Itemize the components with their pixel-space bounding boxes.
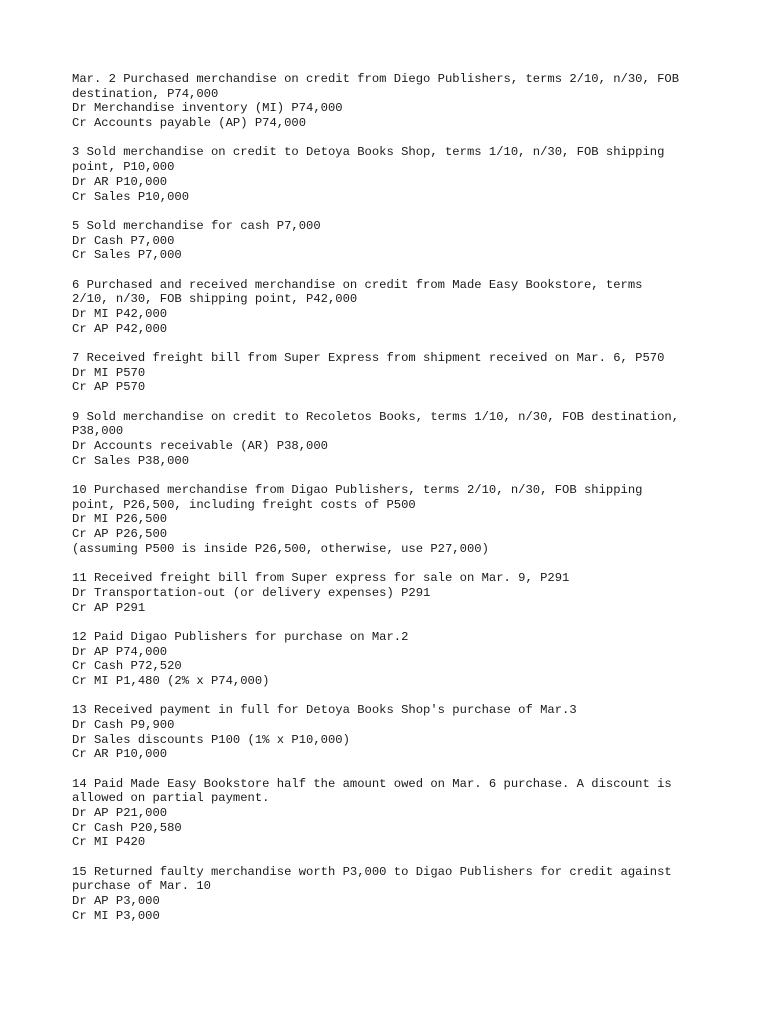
credit-line: Cr MI P1,480 (2% x P74,000) bbox=[72, 673, 270, 688]
journal-entry-mar-9 bbox=[72, 410, 712, 469]
entry-description: 3 Sold merchandise on credit to Detoya Books Shop, terms 1/10, n/30, FOB shipping bbox=[72, 145, 665, 160]
credit-line: Cr Cash P72,520 bbox=[72, 659, 182, 674]
debit-line: Dr Sales discounts P100 (1% x P10,000) bbox=[72, 732, 350, 747]
entry-description: 15 Returned faulty merchandise worth P3,000 to Digao Publishers for credit against bbox=[72, 864, 672, 879]
entry-description: 10 Purchased merchandise from Digao Publishers, terms 2/10, n/30, FOB shipping bbox=[72, 483, 643, 498]
journal-entry-mar-13 bbox=[72, 703, 712, 762]
debit-line: Dr AR P10,000 bbox=[72, 174, 168, 189]
credit-line: Cr MI P420 bbox=[72, 835, 146, 850]
entry-description: P38,000 bbox=[72, 424, 124, 439]
entry-description: 9 Sold merchandise on credit to Recoletos Books, terms 1/10, n/30, FOB destination, bbox=[72, 409, 680, 424]
entry-description: allowed on partial payment. bbox=[72, 791, 270, 806]
entry-description: 14 Paid Made Easy Bookstore half the amount owed on Mar. 6 purchase. A discount is bbox=[72, 776, 672, 791]
debit-line: Dr AP P21,000 bbox=[72, 806, 168, 821]
entry-note: (assuming P500 is inside P26,500, otherwise, use P27,000) bbox=[72, 541, 489, 556]
credit-line: Cr AP P570 bbox=[72, 380, 146, 395]
journal-entry-mar-2 bbox=[72, 72, 712, 131]
debit-line: Dr MI P26,500 bbox=[72, 512, 168, 527]
debit-line: Dr Cash P9,900 bbox=[72, 717, 175, 732]
entry-description: 6 Purchased and received merchandise on credit from Made Easy Bookstore, terms bbox=[72, 277, 643, 292]
journal-entry-mar-7 bbox=[72, 351, 712, 395]
credit-line: Cr AP P291 bbox=[72, 600, 146, 615]
entry-description: purchase of Mar. 10 bbox=[72, 879, 211, 894]
debit-line: Dr Accounts receivable (AR) P38,000 bbox=[72, 439, 328, 454]
entry-description: Mar. 2 Purchased merchandise on credit from Diego Publishers, terms 2/10, n/30, FOB bbox=[72, 72, 680, 86]
credit-line: Cr AP P42,000 bbox=[72, 321, 168, 336]
debit-line: Dr AP P3,000 bbox=[72, 894, 160, 909]
entry-description: 13 Received payment in full for Detoya Books Shop's purchase of Mar.3 bbox=[72, 703, 577, 718]
journal-entry-mar-11 bbox=[72, 571, 712, 615]
credit-line: Cr Cash P20,580 bbox=[72, 820, 182, 835]
entry-description: 12 Paid Digao Publishers for purchase on Mar.2 bbox=[72, 629, 409, 644]
credit-line: Cr Sales P7,000 bbox=[72, 248, 182, 263]
journal-entry-mar-3 bbox=[72, 145, 712, 204]
entry-description: destination, P74,000 bbox=[72, 86, 219, 101]
debit-line: Dr Transportation-out (or delivery expenses) P291 bbox=[72, 585, 431, 600]
debit-line: Dr Cash P7,000 bbox=[72, 233, 175, 248]
journal-entry-mar-14 bbox=[72, 777, 712, 851]
entry-description: 7 Received freight bill from Super Express from shipment received on Mar. 6, P570 bbox=[72, 350, 665, 365]
credit-line: Cr Accounts payable (AP) P74,000 bbox=[72, 116, 307, 131]
debit-line: Dr AP P74,000 bbox=[72, 644, 168, 659]
credit-line: Cr Sales P10,000 bbox=[72, 189, 190, 204]
credit-line: Cr AR P10,000 bbox=[72, 747, 168, 762]
journal-entry-mar-5 bbox=[72, 219, 712, 263]
entry-description: 11 Received freight bill from Super express for sale on Mar. 9, P291 bbox=[72, 571, 570, 586]
entry-description: point, P10,000 bbox=[72, 160, 175, 175]
journal-entry-mar-15 bbox=[72, 865, 712, 924]
entry-description: point, P26,500, including freight costs of P500 bbox=[72, 497, 416, 512]
credit-line: Cr MI P3,000 bbox=[72, 908, 160, 923]
credit-line: Cr Sales P38,000 bbox=[72, 453, 190, 468]
debit-line: Dr MI P570 bbox=[72, 365, 146, 380]
journal-entry-mar-6 bbox=[72, 278, 712, 337]
entry-description: 2/10, n/30, FOB shipping point, P42,000 bbox=[72, 292, 358, 307]
entry-description: 5 Sold merchandise for cash P7,000 bbox=[72, 218, 321, 233]
debit-line: Dr MI P42,000 bbox=[72, 306, 168, 321]
journal-entry-mar-12 bbox=[72, 630, 712, 689]
journal-entry-mar-10 bbox=[72, 483, 712, 557]
debit-line: Dr Merchandise inventory (MI) P74,000 bbox=[72, 101, 343, 116]
journal-document bbox=[72, 72, 712, 938]
credit-line: Cr AP P26,500 bbox=[72, 527, 168, 542]
